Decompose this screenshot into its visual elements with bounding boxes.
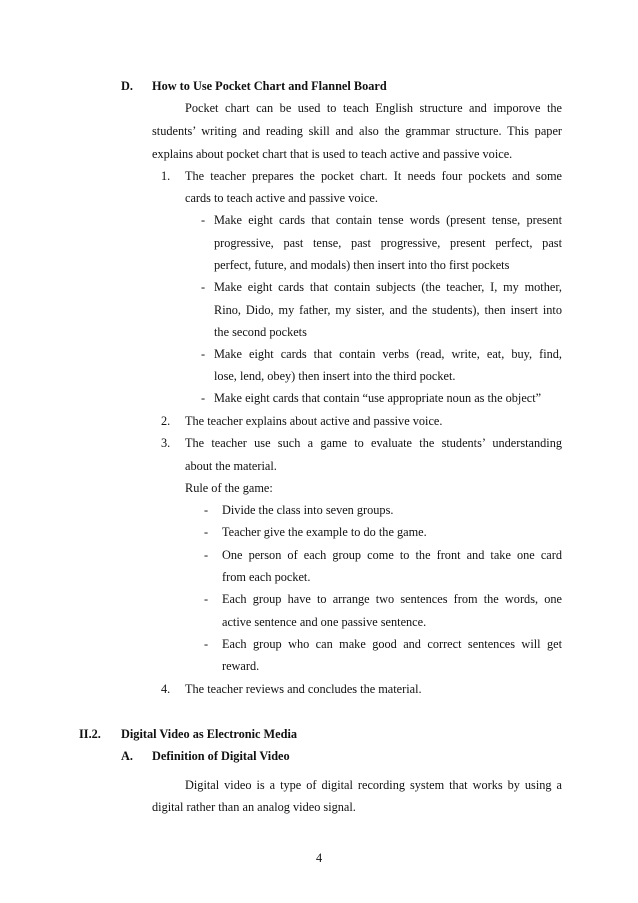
bullet-line: Make eight cards that contain “use appropriate noun as the object”	[214, 391, 542, 405]
rule-line: Each group who can make good and correct sentences will get	[222, 637, 562, 651]
rule-line: Each group have to arrange two sentences from the words, one	[222, 592, 562, 606]
list-item-line: cards to teach active and passive voice.	[185, 191, 378, 205]
bullet-dash: -	[204, 592, 209, 606]
list-number: 2.	[161, 414, 171, 428]
bullet-dash: -	[201, 347, 206, 361]
list-item-line: about the material.	[185, 459, 277, 473]
list-item-line: The teacher reviews and concludes the material.	[185, 682, 422, 696]
list-item-line: The teacher use such a game to evaluate the students’ understanding	[185, 436, 562, 450]
subsection-heading: Definition of Digital Video	[152, 749, 290, 763]
rule-line: from each pocket.	[222, 570, 311, 584]
bullet-dash: -	[201, 280, 206, 294]
bullet-line: Make eight cards that contain tense words (present tense, present	[214, 213, 562, 227]
rule-line: Divide the class into seven groups.	[222, 503, 394, 517]
bullet-line: perfect, future, and modals) then insert into tho first pockets	[214, 258, 510, 272]
list-item-line: The teacher explains about active and passive voice.	[185, 414, 443, 428]
list-item-line: The teacher prepares the pocket chart. It needs four pockets and some	[185, 169, 562, 183]
rule-line: reward.	[222, 659, 260, 673]
bullet-dash: -	[201, 391, 206, 405]
section-letter: D.	[121, 79, 133, 93]
bullet-line: Make eight cards that contain verbs (read, write, eat, buy, find,	[214, 347, 562, 361]
bullet-line: Rino, Dido, my father, my sister, and the students), then insert into	[214, 303, 562, 317]
paragraph-line: digital rather than an analog video signal.	[152, 800, 356, 814]
subsection-letter: A.	[121, 749, 133, 763]
bullet-line: lose, lend, obey) then insert into the third pocket.	[214, 369, 456, 383]
section-number: II.2.	[79, 727, 101, 741]
bullet-dash: -	[204, 503, 209, 517]
bullet-line: Make eight cards that contain subjects (the teacher, I, my mother,	[214, 280, 562, 294]
bullet-dash: -	[204, 548, 209, 562]
section-heading: How to Use Pocket Chart and Flannel Board	[152, 79, 387, 93]
bullet-line: progressive, past tense, past progressive, present perfect, past	[214, 236, 562, 250]
bullet-dash: -	[204, 525, 209, 539]
bullet-line: the second pockets	[214, 325, 307, 339]
rule-line: active sentence and one passive sentence.	[222, 615, 427, 629]
paragraph-line: Digital video is a type of digital recording system that works by using a	[185, 778, 562, 792]
bullet-dash: -	[201, 213, 206, 227]
bullet-dash: -	[204, 637, 209, 651]
rule-line: Teacher give the example to do the game.	[222, 525, 427, 539]
page-number: 4	[316, 851, 323, 865]
list-number: 4.	[161, 682, 171, 696]
rule-label: Rule of the game:	[185, 481, 273, 495]
rule-line: One person of each group come to the front and take one card	[222, 548, 562, 562]
paragraph-line: Pocket chart can be used to teach English structure and imporove the	[185, 101, 562, 115]
list-number: 3.	[161, 436, 171, 450]
section-heading: Digital Video as Electronic Media	[121, 727, 298, 741]
paragraph-line: explains about pocket chart that is used to teach active and passive voice.	[152, 147, 513, 161]
list-number: 1.	[161, 169, 171, 183]
paragraph-line: students’ writing and reading skill and also the grammar structure. This paper	[152, 124, 562, 138]
